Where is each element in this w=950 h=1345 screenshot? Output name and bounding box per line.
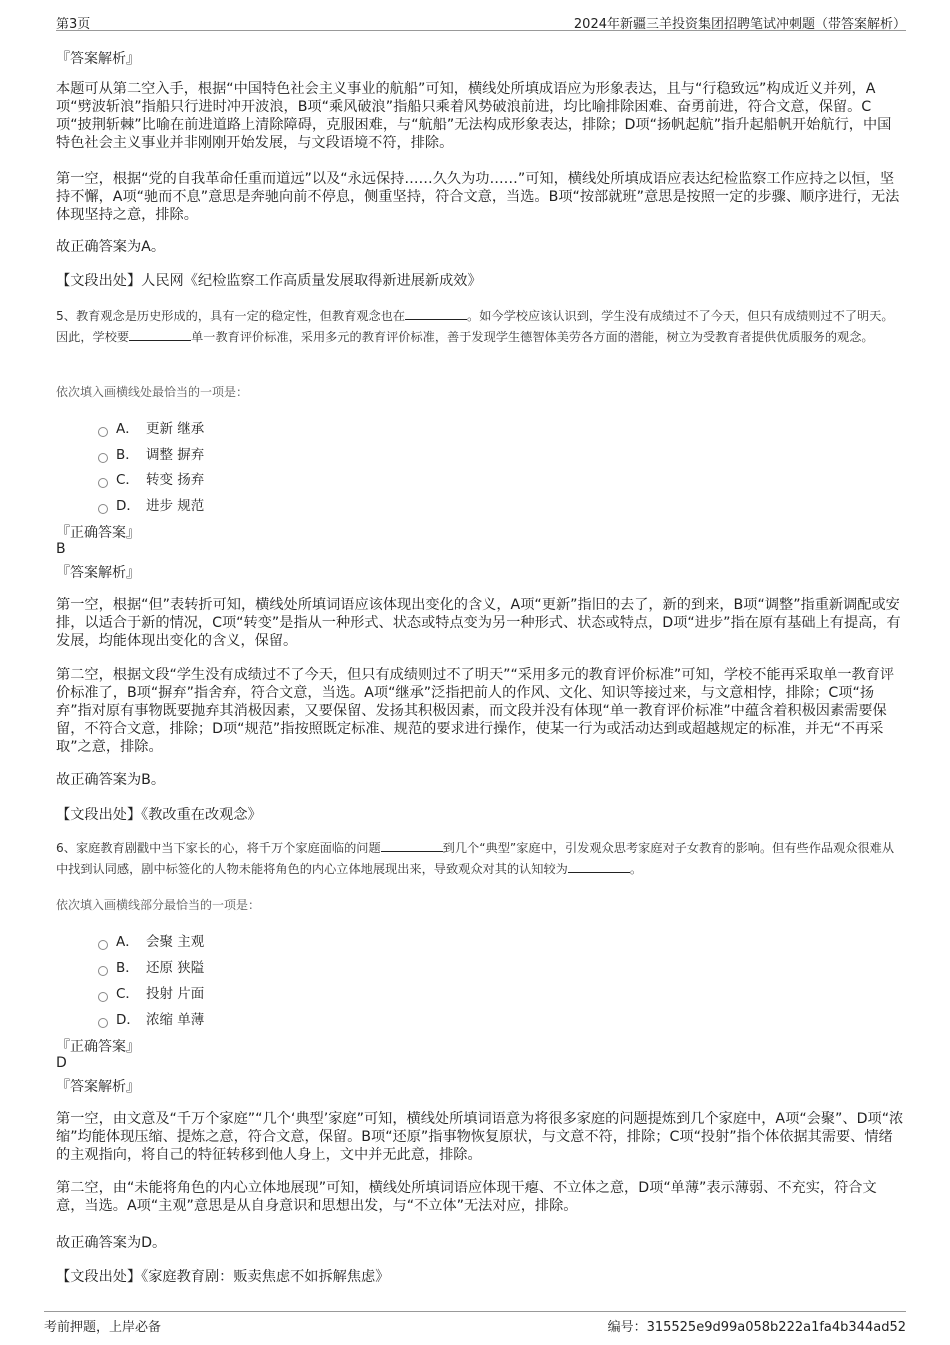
radio-icon[interactable] [98,504,108,514]
q6-option-a[interactable]: A． 会聚 主观 [98,930,204,950]
q6-option-d[interactable]: D． 浓缩 单薄 [98,1008,204,1028]
q5-option-c[interactable]: C． 转变 扬弃 [98,468,204,488]
analysis-label: 『答案解析』 [56,51,140,67]
radio-icon[interactable] [98,453,108,463]
q4-source: 【文段出处】人民网《纪检监察工作高质量发展取得新进展新成效》 [56,273,482,289]
radio-icon[interactable] [98,992,108,1002]
footer-serial: 编号：315525e9d99a058b222a1fa4b344ad52 [607,1320,906,1335]
q6-answer: D [56,1055,67,1071]
radio-icon[interactable] [98,966,108,976]
q5-stem: 5、教育观念是历史形成的，具有一定的稳定性，但教育观念也在 。如今学校应该认识到，学生没有成绩过不了今天，但只有成绩则过不了明天。因此，学校要 单一教育评价标准，采用多元的教育评价标准，善于发现学生德智体美劳各方面的潜能，树立为受教育者提供优质服务的观念。 [56,309,894,344]
correct-answer-label: 『正确答案』 [56,525,140,541]
analysis-label: 『答案解析』 [56,1079,140,1095]
blank-line [405,307,467,320]
page-footer [44,1311,906,1342]
page-number: 第3页 [56,17,91,32]
q5-option-d[interactable]: D． 进步 规范 [98,494,204,514]
q5-prompt: 依次填入画横线处最恰当的一项是： [56,385,249,399]
analysis-label: 『答案解析』 [56,565,140,581]
radio-icon[interactable] [98,1018,108,1028]
blank-line [381,839,443,852]
q6-analysis-p1: 第一空，由文意及“千万个家庭”“几个‘典型’家庭”可知，横线处所填词语意为将很多家庭的问题提炼到几个家庭中，A项“会聚”、D项“浓缩”均能体现压缩、提炼之意，符合文意，保留。B项“还原”指事物恢复原状，与文意不符，排除；C项“投射”指个体依据其需要、情绪的主观指向，将自己的特征转移到他人身上，文中并无此意，排除。 [56,1111,904,1163]
radio-icon[interactable] [98,427,108,437]
q6-prompt: 依次填入画横线部分最恰当的一项是： [56,898,261,912]
page-header [56,8,906,31]
q5-option-a[interactable]: A． 更新 继承 [98,417,204,437]
q4-analysis-p1: 本题可从第二空入手，根据“中国特色社会主义事业的航船”可知，横线处所填成语应为形象表达，且与“行稳致远”构成近义并列，A项“劈波斩浪”指船只行进时冲开波浪，B项“乘风破浪”指船只乘着风势破浪前进，均比喻排除困难、奋勇前进，符合文意，保留。C项“披荆斩棘”比喻在前进道路上清除障碍，克服困难，与“航船”无法构成形象表达，排除；D项“扬帆起航”指升起船帆开始航行，中国特色社会主义事业并非刚刚开始发展，与文段语境不符，排除。 [56,81,892,151]
radio-icon[interactable] [98,940,108,950]
radio-icon[interactable] [98,478,108,488]
q6-source: 【文段出处】《家庭教育剧：贩卖焦虑不如拆解焦虑》 [56,1269,390,1285]
q5-analysis-p1: 第一空，根据“但”表转折可知，横线处所填词语应该体现出变化的含义，A项“更新”指旧的去了，新的到来，B项“调整”指重新调配或安排，以适合于新的情况，C项“转变”是指从一种形式、状态或特点变为另一种形式、状态或特点，D项“进步”指在原有基础上有提高，有发展，均能体现出变化的含义，保留。 [56,597,901,649]
q6-option-b[interactable]: B． 还原 狭隘 [98,956,204,976]
q6-option-c[interactable]: C． 投射 片面 [98,982,204,1002]
correct-answer-label: 『正确答案』 [56,1039,140,1055]
blank-line [129,328,191,341]
q6-conclusion: 故正确答案为D。 [56,1235,167,1251]
q5-conclusion: 故正确答案为B。 [56,772,166,788]
q4-analysis-p2: 第一空，根据“党的自我革命任重而道远”以及“永远保持……久久为功……”可知，横线处所填成语应表达纪检监察工作应持之以恒，坚持不懈，A项“驰而不息”意思是奔驰向前不停息，侧重坚持，符合文意，当选。B项“按部就班”意思是按照一定的步骤、顺序进行，无法体现坚持之意，排除。 [56,171,900,223]
q4-conclusion: 故正确答案为A。 [56,239,166,255]
footer-slogan: 考前押题，上岸必备 [44,1320,162,1335]
q5-source: 【文段出处】《教改重在改观念》 [56,807,262,823]
q6-analysis-p2: 第二空，由“未能将角色的内心立体地展现”可知，横线处所填词语应体现干瘪、不立体之意，D项“单薄”表示薄弱、不充实，符合文意，当选。A项“主观”意思是从自身意识和思想出发，与“不立体”无法对应，排除。 [56,1180,877,1214]
q5-analysis-p2: 第二空，根据文段“学生没有成绩过不了今天，但只有成绩则过不了明天”“采用多元的教育评价标准”可知，学校不能再采取单一教育评价标准了，B项“摒弃”指舍弃，符合文意，当选。A项“继承”泛指把前人的作风、文化、知识等接过来，与文意相悖，排除；C项“扬弃”指对原有事物既要抛弃其消极因素，又要保留、发扬其积极因素，而文段并没有体现“单一教育评价标准”中蕴含着积极因素需要保留，不符合文意，排除；D项“规范”指按照既定标准、规范的要求进行操作，使某一行为或活动达到或超越规定的标准，并无“不再采取”之意，排除。 [56,667,895,755]
q5-answer: B [56,541,66,557]
blank-line [568,860,630,873]
q6-stem: 6、家庭教育剧戳中当下家长的心，将千万个家庭面临的问题 到几个“典型”家庭中，引发观众思考家庭对子女教育的影响。但有些作品观众很难从中找到认同感，剧中标签化的人物未能将角色的内心立体地展现出来，导致观众对其的认知较为 。 [56,841,895,876]
document-title: 2024年新疆三羊投资集团招聘笔试冲刺题（带答案解析） [573,17,906,32]
q5-option-b[interactable]: B． 调整 摒弃 [98,443,204,463]
